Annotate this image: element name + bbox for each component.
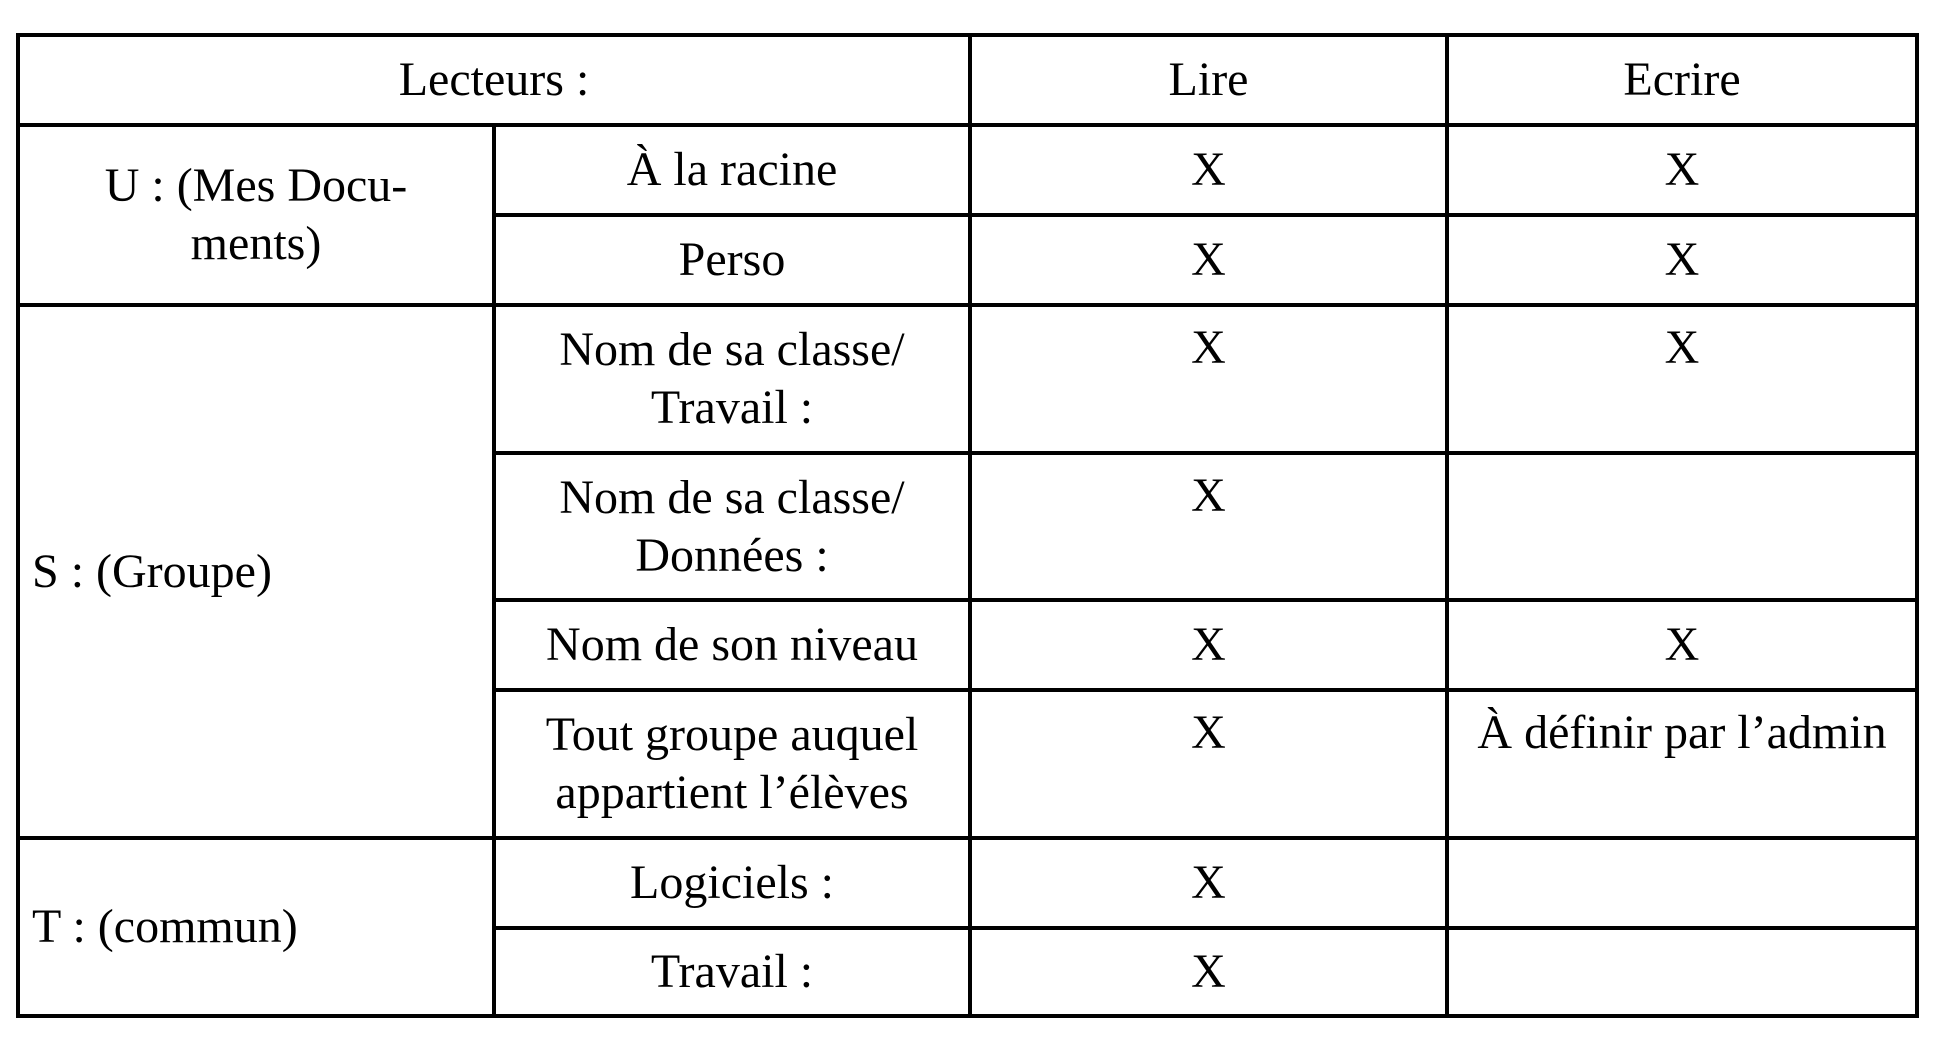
read-cell: X xyxy=(970,305,1447,453)
write-cell: X xyxy=(1447,125,1917,215)
read-cell: X xyxy=(970,125,1447,215)
location-cell xyxy=(494,690,970,838)
permissions-table xyxy=(16,33,1919,1018)
table-row xyxy=(18,838,1917,928)
write-cell xyxy=(1447,928,1917,1016)
header-row xyxy=(18,35,1917,125)
location-cell: Travail : xyxy=(494,928,970,1016)
location-text: Tout groupe auquel appartient l’élèves xyxy=(545,708,919,819)
group-label-text: U : (Mes Docu- ments) xyxy=(104,159,408,270)
read-cell: X xyxy=(970,600,1447,690)
location-text: Nom de sa classe/ Travail : xyxy=(559,323,905,434)
header-read: Lire xyxy=(970,35,1447,125)
header-write: Ecrire xyxy=(1447,35,1917,125)
write-cell xyxy=(1447,453,1917,600)
location-cell: Perso xyxy=(494,215,970,305)
table-row xyxy=(18,125,1917,215)
group-label-t: T : (commun) xyxy=(18,838,494,1016)
write-cell xyxy=(1447,838,1917,928)
location-cell xyxy=(494,305,970,453)
location-cell: Logiciels : xyxy=(494,838,970,928)
group-label-u xyxy=(18,125,494,305)
group-label-s: S : (Groupe) xyxy=(18,305,494,838)
location-cell: À la racine xyxy=(494,125,970,215)
read-cell: X xyxy=(970,690,1447,838)
location-text: Nom de sa classe/ Données : xyxy=(559,470,905,582)
write-cell: X xyxy=(1447,305,1917,453)
table-row xyxy=(18,305,1917,453)
write-cell: X xyxy=(1447,600,1917,690)
read-cell: X xyxy=(970,838,1447,928)
read-cell: X xyxy=(970,215,1447,305)
read-cell: X xyxy=(970,453,1447,600)
location-cell: Nom de son niveau xyxy=(494,600,970,690)
location-cell xyxy=(494,453,970,600)
read-cell: X xyxy=(970,928,1447,1016)
write-cell: X xyxy=(1447,215,1917,305)
write-cell: À définir par l’admin xyxy=(1447,690,1917,838)
header-readers: Lecteurs : xyxy=(18,35,970,125)
